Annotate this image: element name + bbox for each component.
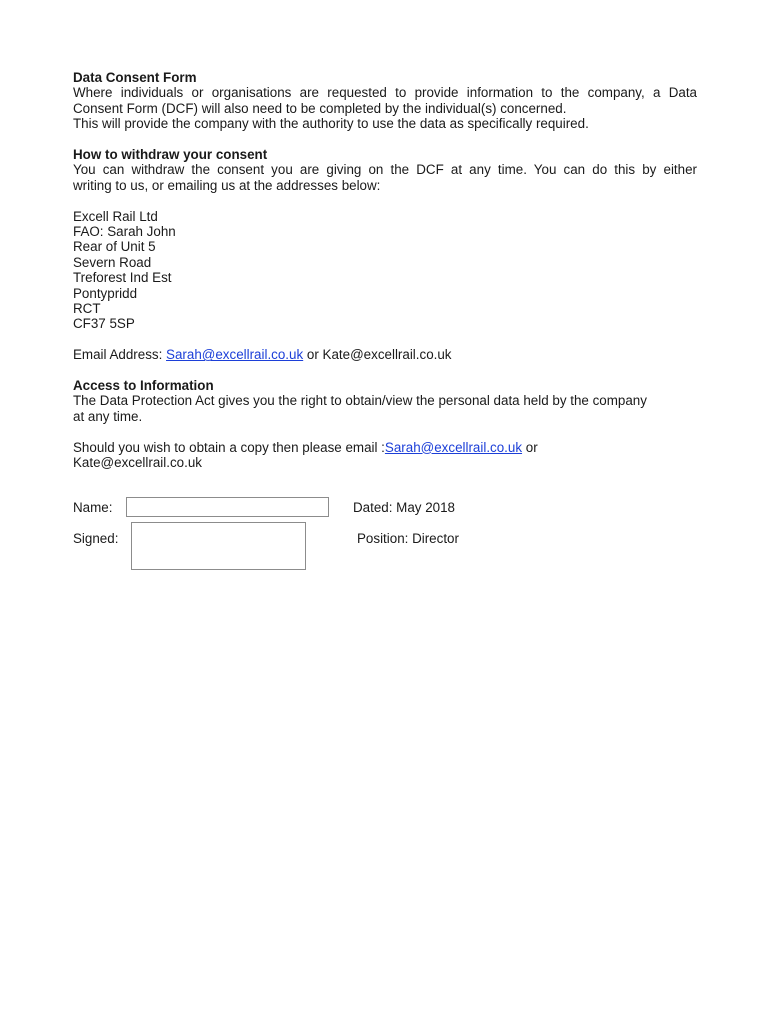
withdraw-text-line-1: You can withdraw the consent you are giving on the DCF at any time. You can do this by either bbox=[73, 162, 697, 178]
email-kate: Kate@excellrail.co.uk bbox=[322, 347, 452, 363]
signature-box[interactable] bbox=[131, 522, 306, 570]
document-body bbox=[73, 70, 697, 470]
withdraw-section bbox=[73, 147, 697, 193]
address-line: FAO: Sarah John bbox=[73, 224, 176, 240]
name-input[interactable] bbox=[126, 497, 329, 517]
access-section bbox=[73, 378, 697, 424]
consent-text-line-3: This will provide the company with the authority to use the data as specifically required. bbox=[73, 116, 589, 132]
email-address-line bbox=[73, 347, 697, 362]
withdraw-text-line-2: writing to us, or emailing us at the addresses below: bbox=[73, 177, 381, 193]
name-label: Name: bbox=[73, 500, 113, 515]
address-line: RCT bbox=[73, 301, 101, 317]
withdraw-heading: How to withdraw your consent bbox=[73, 147, 268, 163]
access-heading: Access to Information bbox=[73, 378, 214, 394]
copy-request-email-link[interactable]: Sarah@excellrail.co.uk bbox=[384, 439, 523, 455]
copy-request-joiner: or bbox=[522, 439, 538, 455]
address-line: Rear of Unit 5 bbox=[73, 239, 156, 255]
copy-request-email-kate: Kate@excellrail.co.uk bbox=[73, 455, 202, 471]
consent-text-line-1: Where individuals or organisations are requested to provide information to the company, a Data bbox=[73, 85, 697, 101]
signed-label: Signed: bbox=[73, 531, 119, 546]
access-text-line-2: at any time. bbox=[73, 408, 143, 424]
access-text-line-1: The Data Protection Act gives you the right to obtain/view the personal data held by the company bbox=[73, 393, 647, 409]
copy-request-prefix: Should you wish to obtain a copy then please email : bbox=[73, 439, 385, 455]
address-line: Treforest Ind Est bbox=[73, 270, 172, 286]
signature-form bbox=[73, 497, 697, 577]
consent-section bbox=[73, 70, 697, 132]
email-link-sarah[interactable]: Sarah@excellrail.co.uk bbox=[166, 347, 304, 363]
copy-request bbox=[73, 440, 697, 471]
address-line: Pontypridd bbox=[73, 285, 138, 301]
address-line: Excell Rail Ltd bbox=[73, 208, 158, 224]
postal-address bbox=[73, 209, 697, 332]
address-line: CF37 5SP bbox=[73, 316, 135, 332]
email-joiner: or bbox=[303, 347, 323, 363]
dated-text: Dated: May 2018 bbox=[353, 500, 455, 515]
position-text: Position: Director bbox=[357, 531, 459, 546]
address-line: Severn Road bbox=[73, 254, 152, 270]
consent-heading: Data Consent Form bbox=[73, 70, 197, 85]
consent-text-line-2: Consent Form (DCF) will also need to be completed by the individual(s) concerned. bbox=[73, 100, 567, 116]
email-prefix: Email Address: bbox=[73, 347, 167, 363]
